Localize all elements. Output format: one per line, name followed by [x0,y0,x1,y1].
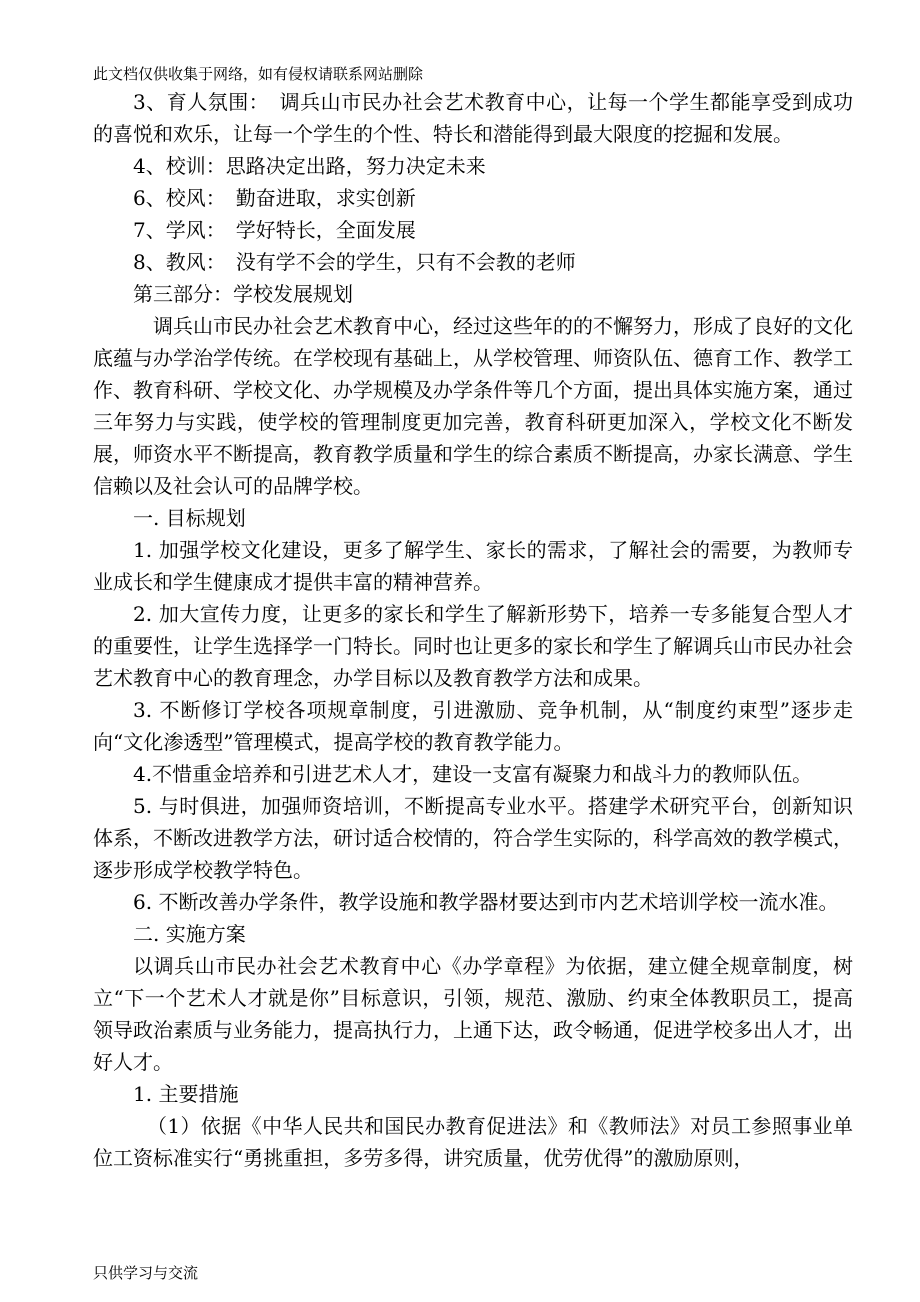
section-heading-main-measures: 1. 主要措施 [133,1082,239,1106]
section-heading-part-three: 第三部分：学校发展规划 [133,282,353,306]
goal-item-2: 2. 加大宣传力度，让更多的家长和学生了解新形势下，培养一专多能复合型人才的重要性，让学生选择学一门特长。同时也让更多的家长和学生了解调兵山市民办社会艺术教育中心的教育理念，办学目标以及教育教学方法和成果。 [93,602,853,690]
goal-item-1: 1. 加强学校文化建设，更多了解学生、家长的需求，了解社会的需要，为教师专业成长和学生健康成才提供丰富的精神营养。 [93,538,853,594]
document-body [93,86,853,1174]
section-heading-goal-planning: 一. 目标规划 [133,506,246,530]
footer-note: 只供学习与交流 [93,1264,199,1282]
goal-item-5: 5. 与时俱进，加强师资培训，不断提高专业水平。搭建学术研究平台，创新知识体系，不断改进教学方法，研讨适合校情的，符合学生实际的，科学高效的教学模式，逐步形成学校教学特色。 [93,794,853,882]
paragraph-development-overview: 调兵山市民办社会艺术教育中心，经过这些年的的不懈努力，形成了良好的文化底蕴与办学治学传统。在学校现有基础上，从学校管理、师资队伍、德育工作、教学工作、教育科研、学校文化、办学规模及办学条件等几个方面，提出具体实施方案，通过三年努力与实践，使学校的管理制度更加完善，教育科研更加深入，学校文化不断发展，师资水平不断提高，教育教学质量和学生的综合素质不断提高，办家长满意、学生信赖以及社会认可的品牌学校。 [93,314,853,498]
section-heading-implementation: 二. 实施方案 [133,922,246,946]
header-disclaimer: 此文档仅供收集于网络，如有侵权请联系网站删除 [93,65,424,83]
paragraph-school-motto: 4、校训：思路决定出路，努力决定未来 [133,154,486,178]
paragraph-school-spirit: 6、校风： 勤奋进取，求实创新 [133,186,416,210]
goal-item-3: 3. 不断修订学校各项规章制度，引进激励、竞争机制，从“制度约束型”逐步走向“文化渗透型”管理模式，提高学校的教育教学能力。 [93,698,853,754]
paragraph-implementation-overview: 以调兵山市民办社会艺术教育中心《办学章程》为依据，建立健全规章制度，树立“下一个艺术人才就是你”目标意识，引领，规范、激励、约束全体教职员工，提高领导政治素质与业务能力，提高执行力，上通下达，政令畅通，促进学校多出人才，出好人才。 [93,954,853,1074]
goal-item-4: 4.不惜重金培养和引进艺术人才，建设一支富有凝聚力和战斗力的教师队伍。 [133,762,813,786]
paragraph-education-atmosphere: 3、育人氛围： 调兵山市民办社会艺术教育中心，让每一个学生都能享受到成功的喜悦和欢乐，让每一个学生的个性、特长和潜能得到最大限度的挖掘和发展。 [93,90,853,146]
goal-item-6: 6. 不断改善办学条件，教学设施和教学器材要达到市内艺术培训学校一流水准。 [133,890,839,914]
measure-item-1: （1）依据《中华人民共和国民办教育促进法》和《教师法》对员工参照事业单位工资标准实行“勇挑重担，多劳多得，讲究质量，优劳优得”的激励原则， [93,1114,853,1170]
paragraph-teaching-style: 8、教风： 没有学不会的学生，只有不会教的老师 [133,250,576,274]
paragraph-study-style: 7、学风： 学好特长，全面发展 [133,218,416,242]
